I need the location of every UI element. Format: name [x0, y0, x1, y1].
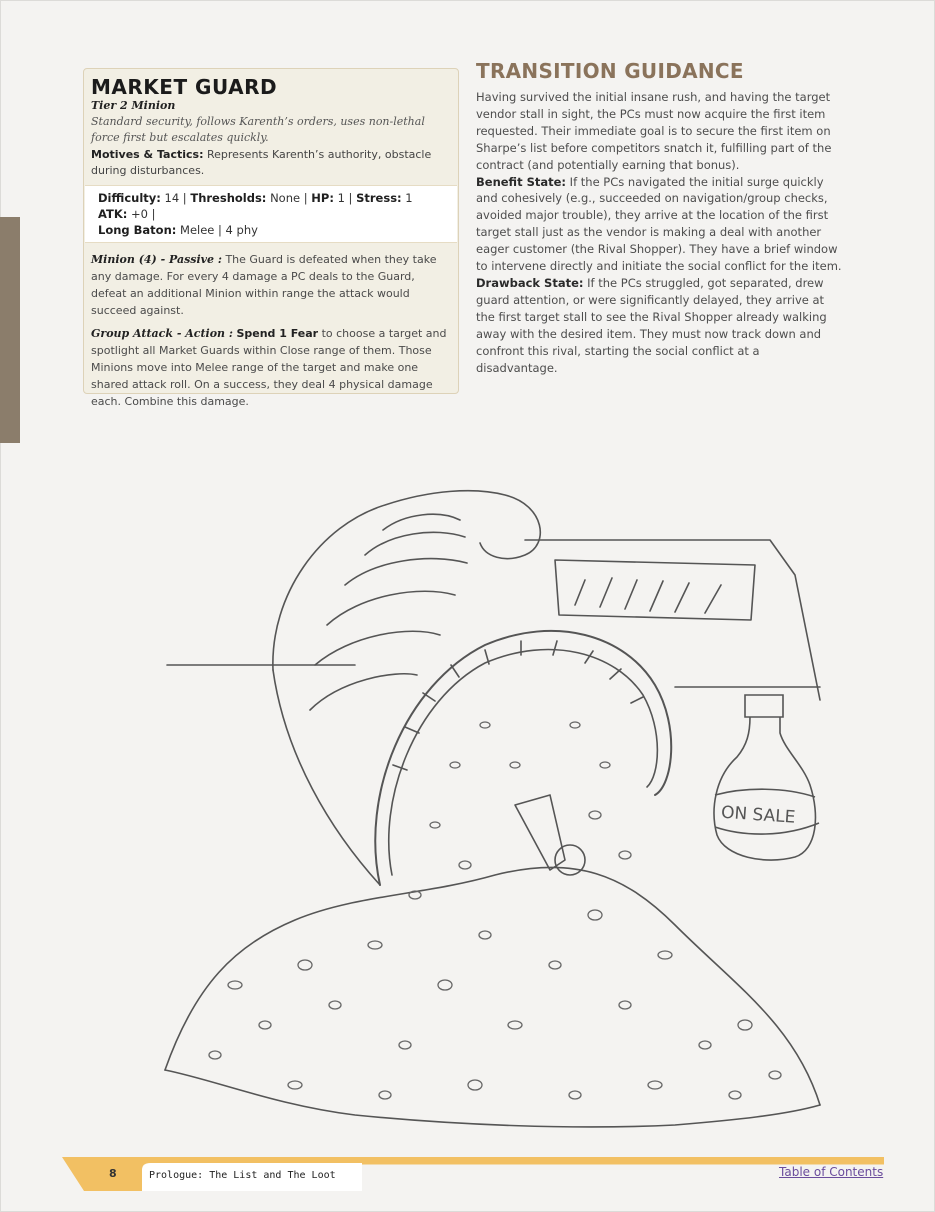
benefit-state — [476, 174, 844, 275]
statblock-tier: Tier 2 Minion — [91, 99, 176, 112]
motives-text: Represents Karenth’s authority, obstacle during disturbances. — [91, 148, 432, 177]
drawback-label: Drawback State: — [476, 275, 584, 290]
statblock-motives — [91, 147, 450, 179]
transition-intro: Having survived the initial insane rush, and having the target vendor stall in sight, the PCs must now acquire the first item requested. Their immediate goal is to secure the first item on Sharpe’s list before competitors snatch it, fulfilling part of the contract (and potentially earning that bonus). — [476, 90, 832, 172]
feature-minion — [91, 251, 450, 319]
stress-value: 1 — [405, 191, 413, 205]
statblock-name: MARKET GUARD — [91, 75, 278, 99]
transition-heading: TRANSITION GUIDANCE — [476, 59, 744, 83]
benefit-label: Benefit State: — [476, 174, 567, 189]
difficulty-value: 14 — [164, 191, 180, 205]
feature-group-attack-text: to choose a target and spotlight all Market Guards within Close range of them. Those Minions move into Melee range of the target and make one shared attack roll. On a success, they deal 4 physical damage each. Combine this damage. — [91, 327, 447, 408]
market-guard-statblock — [83, 68, 459, 408]
feature-minion-text: The Guard is defeated when they take any damage. For every 4 damage a PC deals to the Guard, defeat an additional Minion within range the attack would succeed against. — [91, 253, 437, 317]
atk-value: +0 — [131, 207, 148, 221]
weapon-label: Long Baton: — [98, 223, 177, 237]
stats-line: Difficulty: 14 | Thresholds: None | HP: 1 | Stress: 1 ATK: +0 | — [98, 191, 413, 221]
feature-group-attack — [91, 325, 450, 410]
statblock-stats — [85, 185, 457, 243]
difficulty-label: Difficulty: — [98, 191, 161, 205]
chapter-side-tab — [0, 217, 20, 443]
feature-minion-name: Minion (4) - Passive : — [91, 253, 222, 266]
weapon-value: Melee | 4 phy — [180, 223, 258, 237]
bottle-label-text: ON SALE — [720, 802, 797, 828]
cornucopia-illustration — [155, 465, 830, 1145]
drawback-state — [476, 275, 844, 376]
weapon-line — [98, 222, 444, 238]
drawback-text: If the PCs struggled, got separated, drew guard attention, or were significantly delayed, they arrive at the first target stall to see the Rival Shopper already walking away with the desired item. They must now track down and confront this rival, starting the social conflict at a disadvantage. — [476, 275, 827, 375]
hp-label: HP: — [311, 191, 334, 205]
chapter-title: Prologue: The List and The Loot — [149, 1170, 336, 1181]
feature-group-attack-cost: Spend 1 Fear — [236, 327, 319, 340]
thresholds-label: Thresholds: — [190, 191, 267, 205]
atk-label: ATK: — [98, 207, 128, 221]
table-of-contents-link[interactable]: Table of Contents — [779, 1165, 884, 1179]
hp-value: 1 — [337, 191, 345, 205]
transition-body — [476, 89, 844, 376]
benefit-text: If the PCs navigated the initial surge quickly and cohesively (e.g., succeeded on navigation/group checks, avoided major trouble), they arrive at the location of the first target stall just as the vendor is making a deal with another eager customer (the Rival Shopper). They have a brief window to intervene directly and initiate the social conflict for the item. — [476, 174, 842, 274]
statblock-description: Standard security, follows Karenth’s orders, uses non-lethal force first but escalates quickly. — [91, 115, 425, 144]
thresholds-value: None — [270, 191, 301, 205]
potion-bottle — [714, 695, 819, 860]
stress-label: Stress: — [356, 191, 402, 205]
motives-label: Motives & Tactics: — [91, 148, 204, 161]
feature-group-attack-name: Group Attack - Action : — [91, 327, 233, 340]
page-number: 8 — [109, 1167, 117, 1180]
